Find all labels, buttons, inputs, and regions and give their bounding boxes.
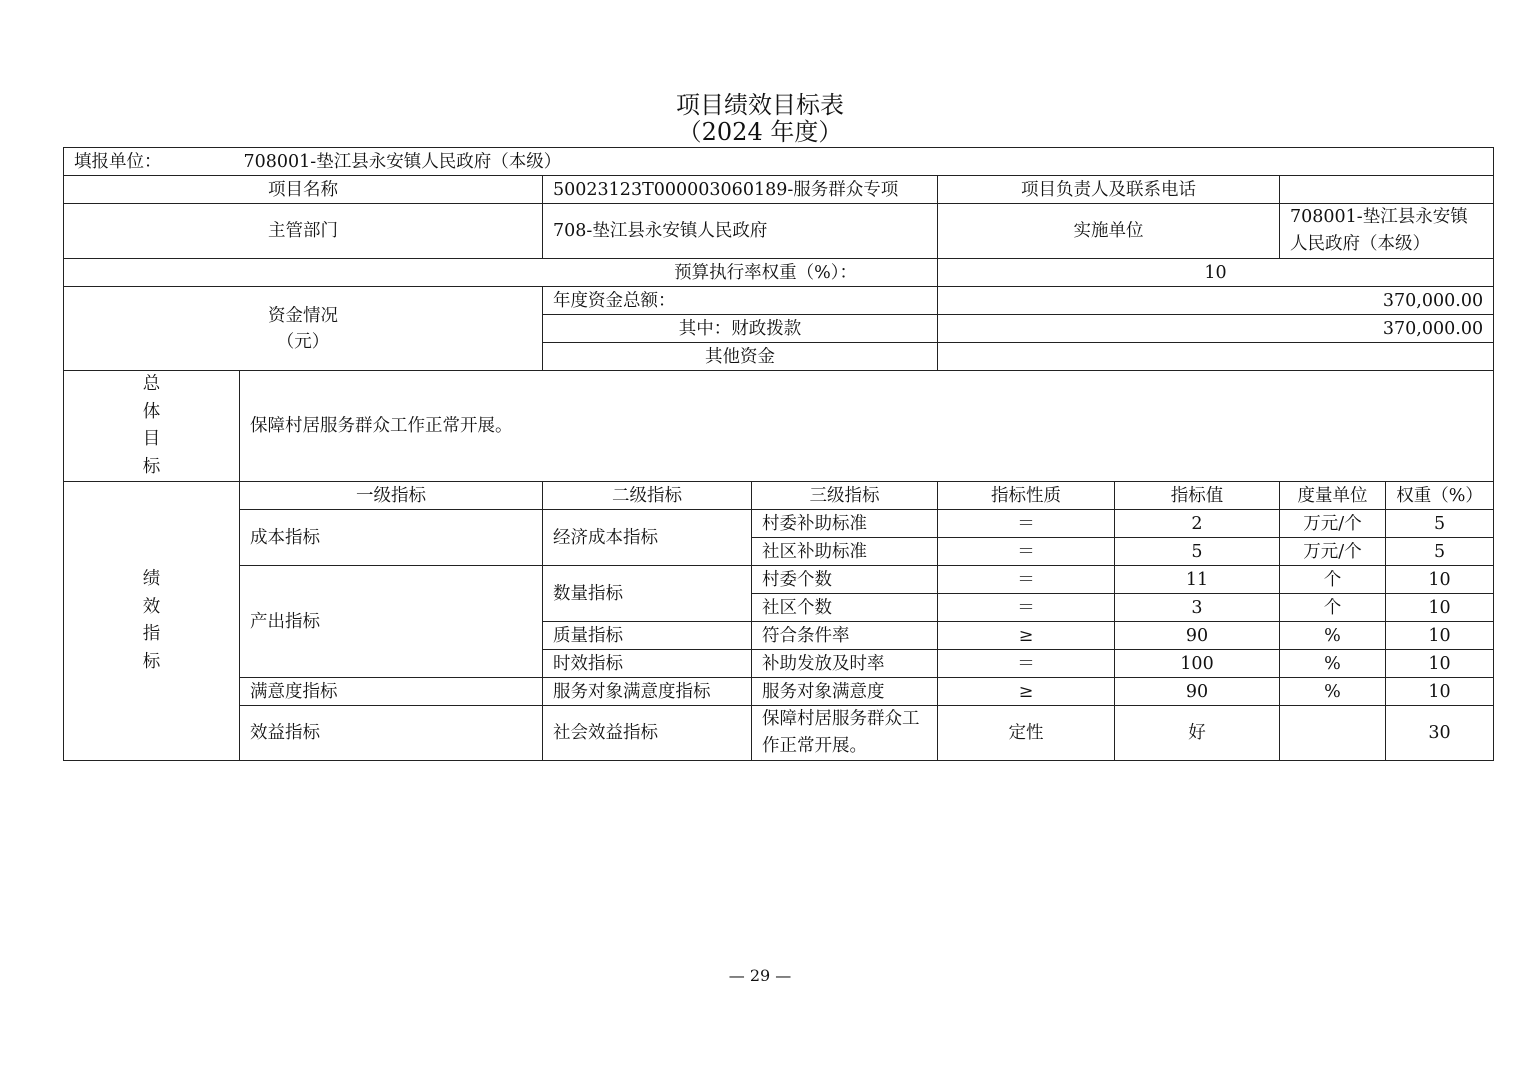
level3-cell: 社区个数 <box>752 594 938 622</box>
goal-label-char: 目 <box>142 429 161 449</box>
fiscal-label: 其中：财政拨款 <box>543 315 938 343</box>
unit-cell: 万元/个 <box>1280 538 1386 566</box>
department-row <box>64 204 1494 259</box>
value-cell: 3 <box>1115 594 1280 622</box>
level2-cell: 经济成本指标 <box>543 510 752 566</box>
weight-cell: 5 <box>1386 510 1494 538</box>
level1-cell: 产出指标 <box>240 566 543 678</box>
level3-cell: 符合条件率 <box>752 622 938 650</box>
value-cell: 100 <box>1115 650 1280 678</box>
contact-value <box>1280 176 1494 204</box>
budget-rate-value: 10 <box>938 259 1494 287</box>
nature-cell: 定性 <box>938 706 1115 761</box>
annual-total-label: 年度资金总额： <box>543 287 938 315</box>
weight-cell: 10 <box>1386 594 1494 622</box>
impl-label: 实施单位 <box>938 204 1280 259</box>
weight-cell: 5 <box>1386 538 1494 566</box>
funds-label <box>64 287 543 371</box>
dept-label: 主管部门 <box>64 204 543 259</box>
unit-cell <box>1280 706 1386 761</box>
perf-label-char: 绩 <box>142 569 161 589</box>
unit-label: 填报单位： <box>74 151 162 172</box>
value-cell: 90 <box>1115 678 1280 706</box>
value-cell: 2 <box>1115 510 1280 538</box>
overall-goal-row <box>64 371 1494 482</box>
header-unit: 度量单位 <box>1280 482 1386 510</box>
goal-label-char: 总 <box>142 374 161 394</box>
perf-label-char: 标 <box>142 651 161 672</box>
weight-cell: 10 <box>1386 566 1494 594</box>
reporting-unit <box>64 148 1494 176</box>
weight-cell: 10 <box>1386 678 1494 706</box>
unit-cell: % <box>1280 650 1386 678</box>
nature-cell: ＝ <box>938 538 1115 566</box>
nature-cell: ＝ <box>938 510 1115 538</box>
value-cell: 5 <box>1115 538 1280 566</box>
nature-cell: ＝ <box>938 594 1115 622</box>
overall-goal-text: 保障村居服务群众工作正常开展。 <box>240 371 1494 482</box>
level1-cell: 成本指标 <box>240 510 543 566</box>
header-weight: 权重（%） <box>1386 482 1494 510</box>
header-level2: 二级指标 <box>543 482 752 510</box>
header-level1: 一级指标 <box>240 482 543 510</box>
weight-cell: 10 <box>1386 650 1494 678</box>
impl-value: 708001-垫江县永安镇人民政府（本级） <box>1280 204 1494 259</box>
project-name-value: 50023123T000003060189-服务群众专项 <box>543 176 938 204</box>
value-cell: 好 <box>1115 706 1280 761</box>
header-nature: 指标性质 <box>938 482 1115 510</box>
perf-label-char: 效 <box>142 596 161 617</box>
nature-cell: ＝ <box>938 566 1115 594</box>
performance-indicator-label <box>64 482 240 761</box>
performance-target-table <box>63 147 1494 761</box>
unit-cell: % <box>1280 622 1386 650</box>
perf-label-char: 指 <box>142 624 161 644</box>
nature-cell: ≥ <box>938 678 1115 706</box>
unit-cell: % <box>1280 678 1386 706</box>
goal-label-char: 体 <box>142 401 161 422</box>
budget-rate-row <box>64 259 1494 287</box>
level3-cell: 村委补助标准 <box>752 510 938 538</box>
contact-label: 项目负责人及联系电话 <box>938 176 1280 204</box>
budget-rate-label: 预算执行率权重（%）： <box>64 259 938 287</box>
table-row <box>64 510 1494 538</box>
goal-label-char: 标 <box>142 456 161 477</box>
page-title: 项目绩效目标表 <box>676 91 844 119</box>
level1-cell: 满意度指标 <box>240 678 543 706</box>
other-value <box>938 343 1494 371</box>
annual-total-value: 370,000.00 <box>938 287 1494 315</box>
indicator-header-row <box>64 482 1494 510</box>
nature-cell: ≥ <box>938 622 1115 650</box>
unit-cell: 个 <box>1280 594 1386 622</box>
level2-cell: 数量指标 <box>543 566 752 622</box>
page-number: — 29 — <box>728 966 792 985</box>
nature-cell: ＝ <box>938 650 1115 678</box>
dept-value: 708-垫江县永安镇人民政府 <box>543 204 938 259</box>
level1-cell: 效益指标 <box>240 706 543 761</box>
unit-row <box>64 148 1494 176</box>
header-value: 指标值 <box>1115 482 1280 510</box>
level3-cell: 保障村居服务群众工作正常开展。 <box>752 706 938 761</box>
page-subtitle: （2024 年度） <box>677 118 843 146</box>
unit-value: 708001-垫江县永安镇人民政府（本级） <box>243 151 562 172</box>
value-cell: 90 <box>1115 622 1280 650</box>
unit-cell: 万元/个 <box>1280 510 1386 538</box>
project-name-row <box>64 176 1494 204</box>
weight-cell: 10 <box>1386 622 1494 650</box>
level2-cell: 时效指标 <box>543 650 752 678</box>
level3-cell: 社区补助标准 <box>752 538 938 566</box>
overall-goal-label <box>64 371 240 482</box>
value-cell: 11 <box>1115 566 1280 594</box>
level2-cell: 质量指标 <box>543 622 752 650</box>
other-label: 其他资金 <box>543 343 938 371</box>
level2-cell: 服务对象满意度指标 <box>543 678 752 706</box>
funds-row-annual <box>64 287 1494 315</box>
level3-cell: 村委个数 <box>752 566 938 594</box>
funds-label-line2: （元） <box>276 331 330 352</box>
table-row <box>64 678 1494 706</box>
weight-cell: 30 <box>1386 706 1494 761</box>
project-name-label: 项目名称 <box>64 176 543 204</box>
unit-cell: 个 <box>1280 566 1386 594</box>
level3-cell: 补助发放及时率 <box>752 650 938 678</box>
fiscal-value: 370,000.00 <box>938 315 1494 343</box>
funds-label-line1: 资金情况 <box>268 305 338 326</box>
level3-cell: 服务对象满意度 <box>752 678 938 706</box>
level2-cell: 社会效益指标 <box>543 706 752 761</box>
table-row <box>64 706 1494 761</box>
table-row <box>64 566 1494 594</box>
header-level3: 三级指标 <box>752 482 938 510</box>
